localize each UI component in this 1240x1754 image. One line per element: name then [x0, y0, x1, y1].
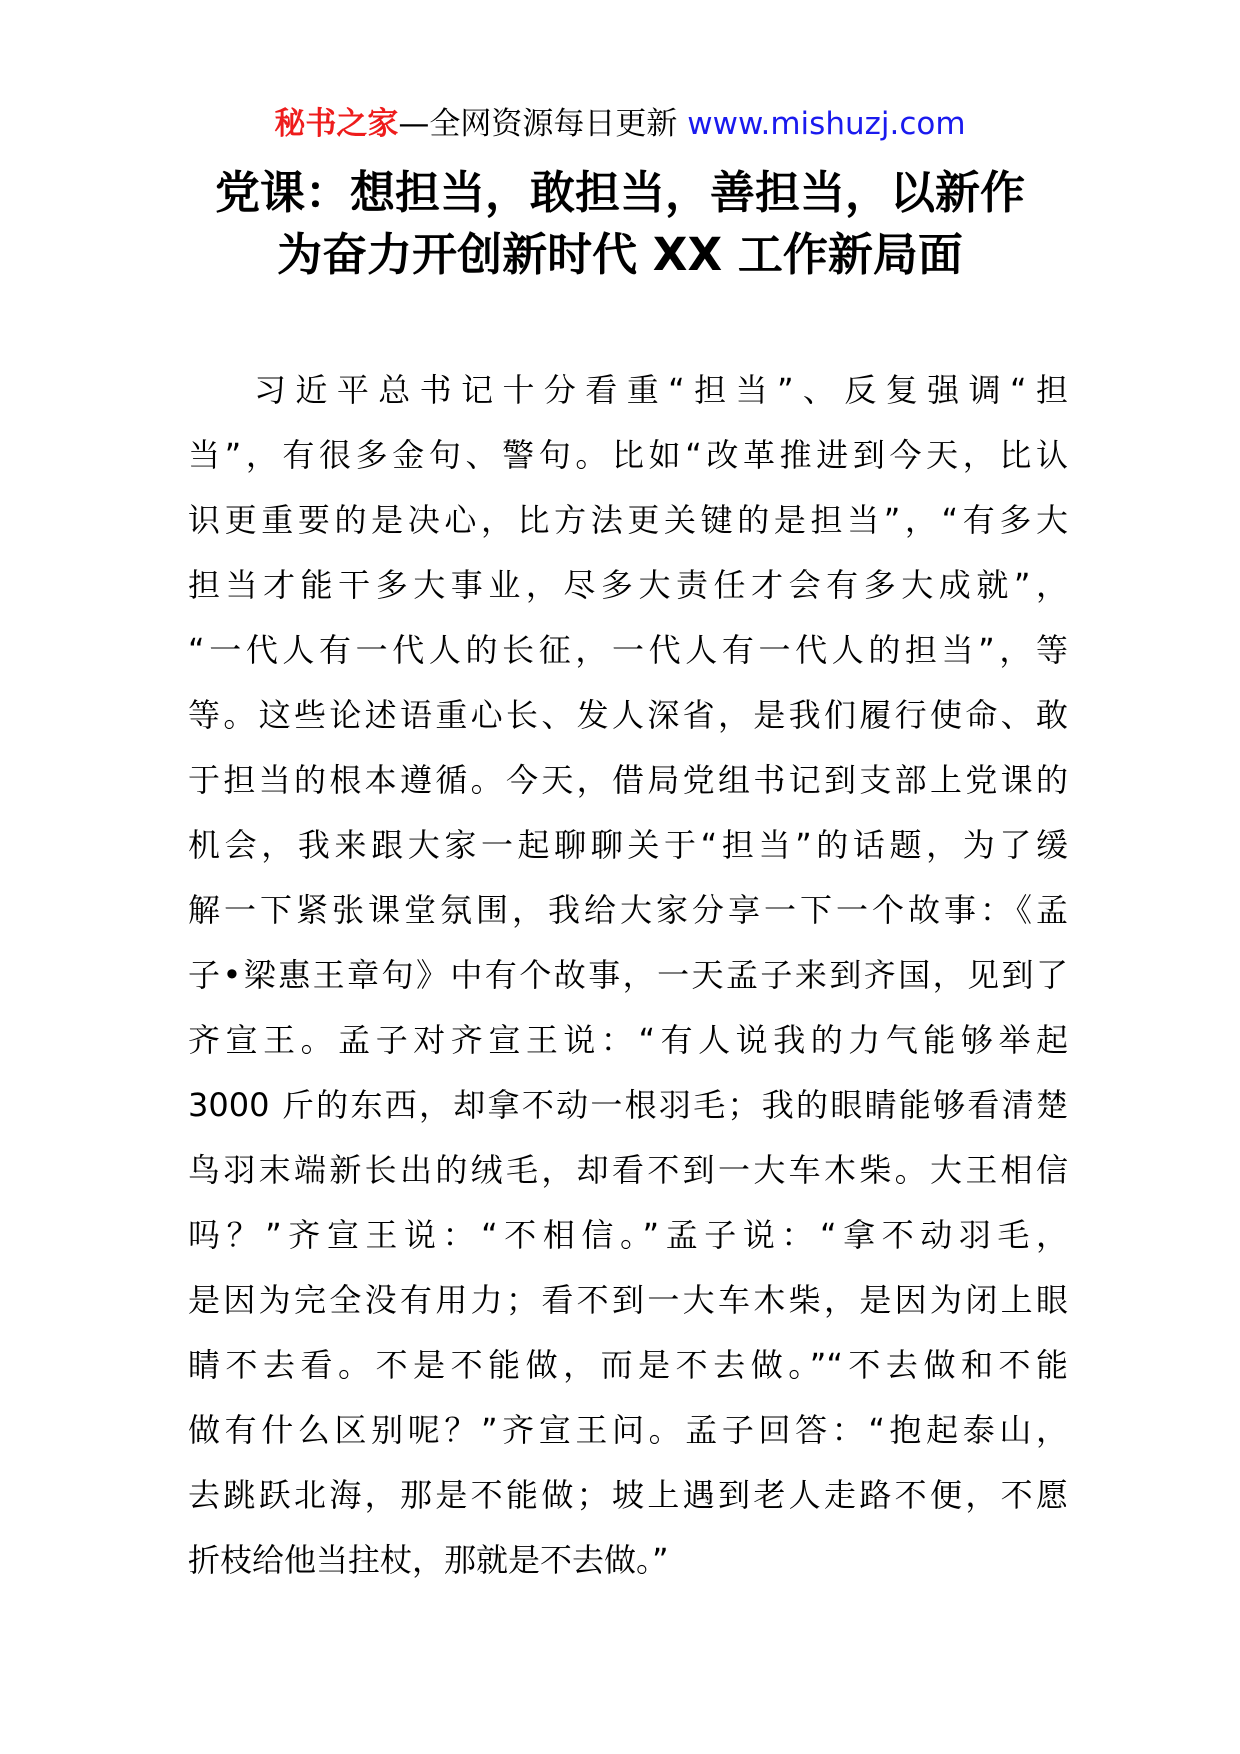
document-title-line-1: 党课：想担当，敢担当，善担当，以新作	[214, 166, 1025, 219]
body-line: 解一下紧张课堂氛围，我给大家分享一下一个故事：《孟	[188, 891, 1068, 929]
body-line: 等。这些论述语重心长、发人深省，是我们履行使命、敢	[188, 696, 1068, 734]
body-line: 齐宣王。孟子对齐宣王说：“有人说我的力气能够举起	[188, 1021, 1068, 1059]
body-line: 3000 斤的东西，却拿不动一根羽毛；我的眼睛能够看清楚	[188, 1086, 1068, 1124]
body-line: 是因为完全没有用力；看不到一大车木柴，是因为闭上眼	[188, 1281, 1068, 1319]
document-title	[150, 162, 1090, 286]
body-line: 当”，有很多金句、警句。比如“改革推进到今天，比认	[188, 436, 1068, 474]
site-header	[0, 102, 1240, 146]
body-line: 睛不去看。不是不能做，而是不去做。”“不去做和不能	[188, 1346, 1068, 1384]
site-url-link[interactable]: www.mishuzj.com	[687, 106, 966, 142]
document-title-line-2: 为奋力开创新时代 XX 工作新局面	[277, 228, 963, 281]
body-line: 子•梁惠王章句》中有个故事，一天孟子来到齐国，见到了	[188, 956, 1068, 994]
body-line: 于担当的根本遵循。今天，借局党组书记到支部上党课的	[188, 761, 1068, 799]
body-line: 做有什么区别呢？”齐宣王问。孟子回答：“抱起泰山，	[188, 1411, 1068, 1449]
body-line: 吗？”齐宣王说：“不相信。”孟子说：“拿不动羽毛，	[188, 1216, 1068, 1254]
body-line: 去跳跃北海，那是不能做；坡上遇到老人走路不便，不愿	[188, 1476, 1068, 1514]
body-line: 担当才能干多大事业，尽多大责任才会有多大成就”，	[188, 566, 1068, 604]
header-tagline: —全网资源每日更新	[398, 106, 688, 142]
body-line: 鸟羽末端新长出的绒毛，却看不到一大车木柴。大王相信	[188, 1151, 1068, 1189]
brand-name: 秘书之家	[274, 106, 399, 142]
body-line: “一代人有一代人的长征，一代人有一代人的担当”，等	[188, 631, 1068, 669]
body-line: 机会，我来跟大家一起聊聊关于“担当”的话题，为了缓	[188, 826, 1068, 864]
body-paragraph	[188, 358, 1068, 1593]
body-line: 折枝给他当拄杖，那就是不去做。”	[188, 1541, 669, 1579]
body-line: 习近平总书记十分看重“担当”、反复强调“担	[254, 371, 1068, 409]
body-line: 识更重要的是决心，比方法更关键的是担当”，“有多大	[188, 501, 1068, 539]
